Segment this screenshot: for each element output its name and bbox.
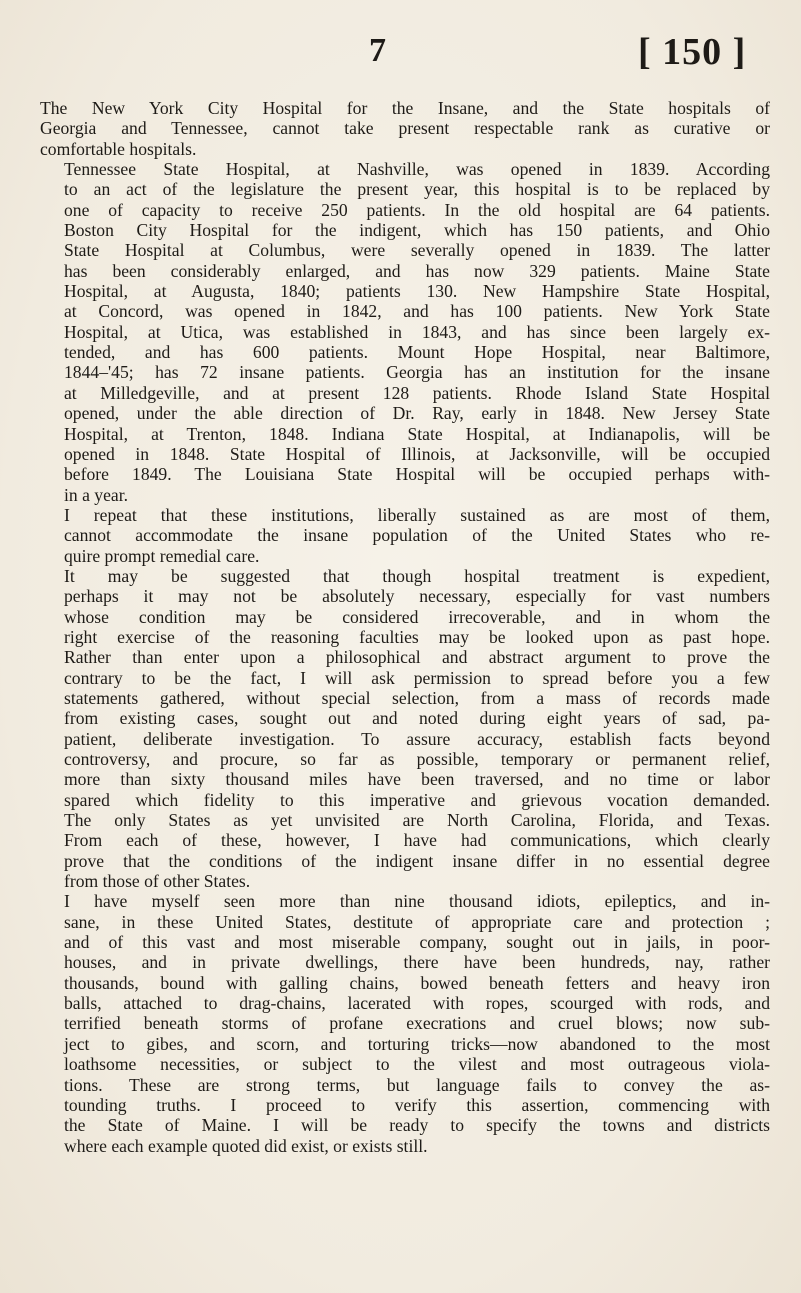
text-line: quire prompt remedial care. (64, 545, 260, 566)
text-line: statements gathered, without special selection, from a mass of records made (64, 687, 770, 708)
text-line: contrary to be the fact, I will ask permission to spread before you a few (64, 667, 770, 688)
body-text (40, 98, 770, 1156)
paragraph (40, 505, 770, 566)
text-line: whose condition may be considered irrecoverable, and in whom the (64, 606, 770, 627)
text-line: in a year. (64, 484, 128, 505)
text-line: at Milledgeville, and at present 128 patients. Rhode Island State Hospital (64, 382, 770, 403)
text-line: ject to gibes, and scorn, and torturing tricks—now abandoned to the most (64, 1033, 770, 1054)
text-line: Boston City Hospital for the indigent, which has 150 patients, and Ohio (64, 220, 770, 241)
text-line: right exercise of the reasoning faculties may be looked upon as past hope. (64, 626, 770, 647)
text-line: Hospital, at Utica, was established in 1843, and has since been largely ex- (64, 321, 770, 342)
paragraph (40, 891, 770, 1155)
text-line: loathsome necessities, or subject to the vilest and most outrageous viola- (64, 1054, 770, 1075)
text-line: one of capacity to receive 250 patients. In the old hospital are 64 patients. (64, 199, 770, 220)
text-line: thousands, bound with galling chains, bowed beneath fetters and heavy iron (64, 972, 770, 993)
text-line: from those of other States. (64, 871, 251, 892)
text-line: I have myself seen more than nine thousand idiots, epileptics, and in- (64, 891, 770, 912)
text-line: The only States as yet unvisited are North Carolina, Florida, and Texas. (64, 810, 770, 831)
text-line: to an act of the legislature the present year, this hospital is to be replaced by (64, 179, 770, 200)
text-line: I repeat that these institutions, liberally sustained as are most of them, (64, 504, 770, 525)
text-line: State Hospital at Columbus, were severally opened in 1839. The latter (64, 240, 770, 261)
text-line: where each example quoted did exist, or exists still. (64, 1135, 428, 1156)
text-line: opened in 1848. State Hospital of Illinois, at Jacksonville, will be occupied (64, 443, 770, 464)
paragraph (40, 566, 770, 892)
text-line: 1844–'45; has 72 insane patients. Georgia has an institution for the insane (64, 362, 770, 383)
text-line: cannot accommodate the insane population of the United States who re- (64, 525, 770, 546)
text-line: Rather than enter upon a philosophical and abstract argument to prove the (64, 647, 770, 668)
text-line: From each of these, however, I have had communications, which clearly (64, 830, 770, 851)
text-line: It may be suggested that though hospital treatment is expedient, (64, 565, 770, 586)
signature-mark: 7 (369, 32, 386, 69)
text-line: Hospital, at Augusta, 1840; patients 130. New Hampshire State Hospital, (64, 281, 770, 302)
text-line: The New York City Hospital for the Insane, and the State hospitals of (40, 98, 770, 118)
text-line: Georgia and Tennessee, cannot take present respectable rank as curative or (40, 118, 770, 139)
text-line: tounding truths. I proceed to verify this assertion, commencing with (64, 1094, 770, 1115)
text-line: terrified beneath storms of profane execrations and cruel blows; now sub- (64, 1013, 770, 1034)
text-line: tended, and has 600 patients. Mount Hope Hospital, near Baltimore, (64, 342, 770, 363)
text-line: perhaps it may not be absolutely necessary, especially for vast numbers (64, 586, 770, 607)
text-line: opened, under the able direction of Dr. Ray, early in 1848. New Jersey State (64, 403, 770, 424)
page-number: [ 150 ] (638, 31, 747, 73)
paragraph (40, 98, 770, 159)
text-line: has been considerably enlarged, and has now 329 patients. Maine State (64, 260, 770, 281)
text-line: houses, and in private dwellings, there have been hundreds, nay, rather (64, 952, 770, 973)
text-line: and of this vast and most miserable company, sought out in jails, in poor- (64, 932, 770, 953)
text-line: comfortable hospitals. (40, 138, 197, 159)
text-line: controversy, and procure, so far as possible, temporary or permanent relief, (64, 749, 770, 769)
page-header (0, 30, 801, 78)
text-line: at Concord, was opened in 1842, and has 100 patients. New York State (64, 301, 770, 322)
text-line: sane, in these United States, destitute of appropriate care and protection ; (64, 911, 770, 932)
text-line: from existing cases, sought out and noted during eight years of sad, pa- (64, 708, 770, 729)
text-line: spared which fidelity to this imperative and grievous vocation demanded. (64, 789, 770, 810)
text-line: the State of Maine. I will be ready to specify the towns and districts (64, 1115, 770, 1136)
text-line: prove that the conditions of the indigent insane differ in no essential degree (64, 850, 770, 871)
text-line: Tennessee State Hospital, at Nashville, was opened in 1839. According (64, 159, 770, 180)
text-line: balls, attached to drag-chains, lacerated with ropes, scourged with rods, and (64, 993, 770, 1014)
text-line: Hospital, at Trenton, 1848. Indiana State Hospital, at Indianapolis, will be (64, 423, 770, 444)
text-line: patient, deliberate investigation. To assure accuracy, establish facts beyond (64, 728, 770, 749)
text-line: before 1849. The Louisiana State Hospital will be occupied perhaps with- (64, 464, 770, 485)
text-line: more than sixty thousand miles have been traversed, and no time or labor (64, 769, 770, 790)
text-line: tions. These are strong terms, but language fails to convey the as- (64, 1074, 770, 1095)
paragraph (40, 159, 770, 505)
